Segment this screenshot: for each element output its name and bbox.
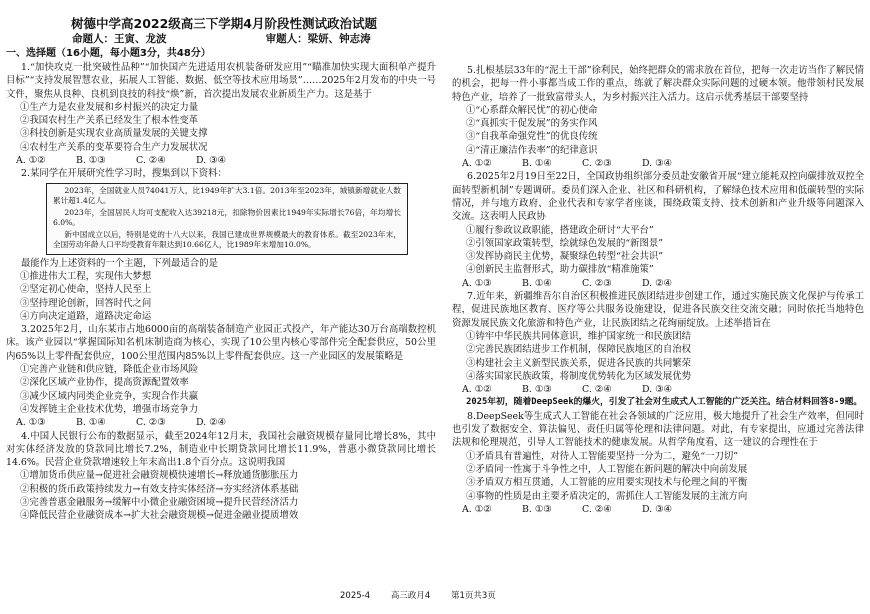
option: ②完善民族团结进步工作机制，保障民族地区的自治权 <box>466 344 692 356</box>
answer-choices <box>6 416 436 429</box>
option: ②我国农村生产关系已经发生了根本性变革 <box>20 115 199 127</box>
choice-b[interactable]: B. ①④ <box>522 158 552 170</box>
question-1 <box>6 61 436 167</box>
choice-c[interactable]: C. ②④ <box>136 155 166 167</box>
choice-d[interactable]: D. ②④ <box>642 277 672 289</box>
option: ④方向决定道路，道路决定命运 <box>20 310 152 322</box>
answer-choices <box>452 383 864 396</box>
option: ②“真抓实干促发展”的务实作风 <box>466 118 598 130</box>
question-stem: 6.2025年2月19日至22日，全国政协组织部分委员赴安徽省开展“建立能耗双控向碳排放双控全面转型新机制”专题调研。委员们深入企业、社区和科研机构，了解绿色技术应用和低碳转型的实际情况，并与地方政府、企业代表和专家学者座谈，围绕政策支持、技术创新和产业升级等问题深入交流。这表明人民政协 <box>452 171 864 223</box>
option: ③构建社会主义新型民族关系，促进各民族的共同繁荣 <box>466 357 692 369</box>
choice-a[interactable]: A. ①② <box>462 158 492 170</box>
choice-d[interactable]: D. ③④ <box>196 155 226 167</box>
question-2 <box>6 167 436 323</box>
option: ④落实国家民族政策，将制度优势转化为区域发展优势 <box>466 370 692 382</box>
setters: 命题人：王寅、龙波 <box>72 33 167 45</box>
option: ③“自我革命强党性”的优良传统 <box>466 131 598 143</box>
reviewers: 审题人：梁妍、钟志涛 <box>265 33 371 45</box>
question-stem: 1.“加快攻克一批突破性品种”“加快国产先进适用农机装备研发应用”“瞄准加快实现大面积单产提升目标”“支持发展智慧农业，拓展人工智能、数据、低空等技术应用场景”……2025年2月发布的中央一号文件，聚焦从良种、良机到良技的科技“焕”新，首次提出发展农业新质生产力。这是基于 <box>6 62 436 100</box>
option: ①增加货币供应量→促进社会融资规模快速增长→释放通货膨胀压力 <box>20 470 299 482</box>
question-3 <box>6 323 436 429</box>
option: ③发挥协商民主优势，凝聚绿色转型“社会共识” <box>466 251 664 263</box>
option: ③完善普惠金融服务→缓解中小微企业融资困境→提升民营经济活力 <box>20 497 299 509</box>
option: ④创新民主监督形式，助力碳排放“精准施策” <box>466 264 654 276</box>
page-footer <box>340 590 514 603</box>
option: ②坚定初心使命，坚持人民至上 <box>20 284 152 296</box>
choice-a[interactable]: A. ①② <box>16 155 46 167</box>
question-stem: 8.DeepSeek等生成式人工智能在社会各领域的广泛应用，极大地提升了社会生产效率，但同时也引发了数据安全、算法偏见、责任归属等伦理和法律问题。对此，有专家提出，应通过完善法律法规和伦理规范，引导人工智能技术的健康发展。从哲学角度看，这一建议的合理性在于 <box>452 410 864 449</box>
choice-a[interactable]: A. ①② <box>462 384 492 396</box>
option: ②矛盾同一性寓于斗争性之中，人工智能在新问题的解决中向前发展 <box>466 463 748 475</box>
question-stem: 3.2025年2月，山东某市占地6000亩的高端装备制造产业园正式投产，年产能达30万台高端数控机床。该产业园以“掌握国际知名机床制造商为核心，实现了10公里内核心零部件完全配套供应，50公里内65%以上零件配套供应，100公里范围内85%以上零件配套供应。这一产业园区的发展策略是 <box>6 324 436 362</box>
option: ③科技创新是实现农业高质量发展的关键支撑 <box>20 128 208 140</box>
authors-line <box>6 32 436 47</box>
answer-choices <box>452 277 864 290</box>
option: ③坚持理论创新，回答时代之问 <box>20 297 152 309</box>
option: ③减少区域内同类企业竞争，实现合作共赢 <box>20 390 199 402</box>
choice-d[interactable]: D. ③④ <box>642 384 672 396</box>
choice-c[interactable]: C. ②④ <box>582 503 612 515</box>
question-stem: 5.扎根基层33年的“泥土干部”徐利民，始终把群众的需求放在首位，把每一次走访当作了解民情的机会，把每一件小事都当成工作的重点，练就了解决群众实际问题的过硬本领。他带领村民发展特色产业，培养了一批致富带头人，为乡村振兴注入活力。这启示优秀基层干部要坚持 <box>452 65 864 103</box>
table-row: 2023年，全国居民人均可支配收入达39218元，扣除物价因素比1949年实际增长76倍，年均增长6.0%。 <box>53 207 401 228</box>
choice-d[interactable]: D. ②④ <box>196 417 226 429</box>
choice-b[interactable]: B. ①③ <box>76 155 106 167</box>
table-row: 新中国成立以后，特别是党的十八大以来，我国已建成世界规模最大的教育体系。截至2023年末，全国劳动年龄人口平均受教育年限达到10.66亿人，比1989年末增加10.0%。 <box>53 229 401 250</box>
option: ①履行参政议政职能，搭建政企研讨“大平台” <box>466 224 654 236</box>
question-stem: 2.某同学在开展研究性学习时，搜集到以下资料： <box>21 168 227 180</box>
material-note <box>452 396 864 409</box>
option: ①“心系群众解民忧”的初心使命 <box>466 104 598 116</box>
question-7 <box>452 290 864 396</box>
option: ④事物的性质是由主要矛盾决定的，需抓住人工智能发展的主流方向 <box>466 490 748 502</box>
choice-d[interactable]: D. ③④ <box>642 503 672 515</box>
option: ①铸牢中华民族共同体意识，维护国家统一和民族团结 <box>466 330 692 342</box>
choice-b[interactable]: B. ①③ <box>522 384 552 396</box>
choice-b[interactable]: B. ①④ <box>522 277 552 289</box>
option: ②积极的货币政策持续发力→有效支持实体经济→夯实经济体系基础 <box>20 483 299 495</box>
choice-a[interactable]: A. ①② <box>462 503 492 515</box>
option: ④发挥链主企业技术优势，增强市场竞争力 <box>20 403 199 415</box>
option: ④降低民营企业融资成本→扩大社会融资规模→促进金融业提质增效 <box>20 510 299 522</box>
option: ③矛盾双方相互贯通，人工智能的应用要实现技术与伦理之间的平衡 <box>466 477 748 489</box>
left-column <box>6 0 436 523</box>
option: ①完善产业链和供应链，降低企业市场风险 <box>20 364 199 376</box>
choice-b[interactable]: B. ①④ <box>76 417 106 429</box>
choice-c[interactable]: C. ②③ <box>582 158 612 170</box>
option: ①推进伟大工程，实现伟大梦想 <box>20 270 152 282</box>
data-table-box <box>46 183 408 255</box>
question-8 <box>452 410 864 516</box>
material-note-text: 2025年初，随着DeepSeek的爆火，引发了社会对生成式人工智能的广泛关注。结合材料回答8-9题。 <box>466 397 863 408</box>
choice-c[interactable]: C. ②④ <box>582 384 612 396</box>
question-lead: 最能作为上述资料的一个主题，下列最适合的是 <box>21 257 218 269</box>
question-5 <box>452 64 864 170</box>
question-6 <box>452 170 864 290</box>
choice-a[interactable]: A. ①③ <box>16 417 46 429</box>
option: ①矛盾具有普遍性，对待人工智能要坚持一分为二，避免“一刀切” <box>466 450 739 462</box>
option: ②引领国家政策转型，绘就绿色发展的“新图景” <box>466 237 664 249</box>
option: ①生产力是农业发展和乡村振兴的决定力量 <box>20 101 199 113</box>
section-heading: 一、选择题（16小题，每小题3分，共48分） <box>6 48 211 59</box>
exam-title: 树德中学高2022级高三下学期4月阶段性测试政治试题 <box>71 16 377 31</box>
choice-d[interactable]: D. ③④ <box>642 158 672 170</box>
option: ④“清正廉洁作表率”的纪律意识 <box>466 144 598 156</box>
question-stem: 4.中国人民银行公布的数据显示，截至2024年12月末，我国社会融资规模存量同比增长8%，其中对实体经济发放的贷款同比增长7.2%，制造业中长期贷款同比增长11.9%，普惠小微贷款同比增长14.6%。民营企业贷款增速较上年末高出1.8个百分点。这说明我国 <box>6 430 436 469</box>
choice-a[interactable]: A. ①③ <box>462 277 492 289</box>
option: ②深化区域产业协作，提高资源配置效率 <box>20 377 189 389</box>
answer-choices <box>452 157 864 170</box>
question-stem: 7.近年来，新疆维吾尔自治区积极推进民族团结进步创建工作，通过实施民族文化保护与传承工程，促进民族地区教育、医疗等公共服务设施建设，促进各民族交往交流交融；同时依托当地特色资源发展民族文化旅游和特色产业，让民族团结之花绚丽绽放。上述举措旨在 <box>452 291 864 329</box>
option: ④农村生产关系的变革要符合生产力发展状况 <box>20 141 208 153</box>
answer-choices <box>452 503 864 516</box>
choice-b[interactable]: B. ①③ <box>522 503 552 515</box>
footer-page: 第1页共3页 <box>450 591 496 601</box>
right-column <box>452 0 864 516</box>
question-4 <box>6 430 436 523</box>
table-row: 2023年，全国就业人员74041万人，比1949年扩大3.1倍。2013年至2023年，城镇新增就业人数累计超1.4亿人。 <box>53 185 401 206</box>
footer-subject: 高三政月4 <box>390 591 431 601</box>
choice-c[interactable]: C. ②③ <box>582 277 612 289</box>
answer-choices <box>6 154 436 167</box>
footer-date: 2025-4 <box>340 591 371 601</box>
choice-c[interactable]: C. ②③ <box>136 417 166 429</box>
